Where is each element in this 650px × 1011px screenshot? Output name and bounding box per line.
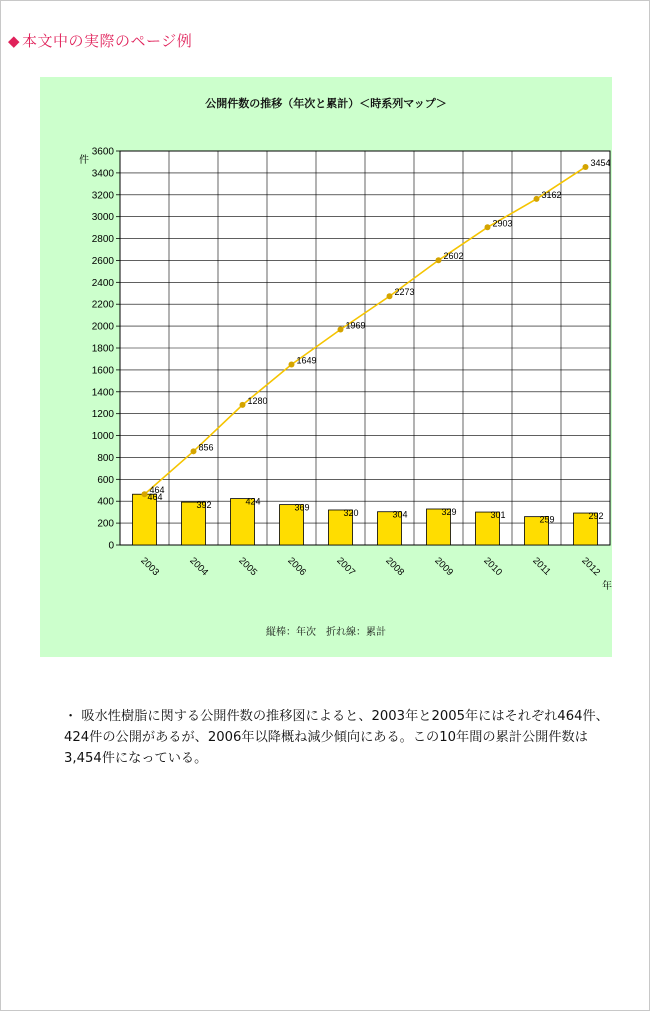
y-tick-label: 800	[97, 452, 114, 464]
line-data-label: 3162	[541, 189, 562, 200]
line-point	[583, 164, 589, 170]
heading-text: 本文中の実際のページ例	[22, 32, 193, 50]
bar-data-label: 464	[147, 492, 163, 503]
line-point	[485, 224, 491, 230]
line-data-label: 2273	[394, 287, 415, 298]
chart-title: 公開件数の推移（年次と累計）＜時系列マップ＞	[205, 97, 447, 110]
line-data-label: 2903	[492, 218, 513, 229]
y-tick-label: 2800	[91, 234, 114, 246]
y-tick-label: 600	[97, 474, 114, 486]
bar-data-label: 301	[490, 510, 506, 521]
x-axis-label: 年	[602, 581, 612, 592]
line-data-label: 1649	[296, 355, 317, 366]
bar-data-label: 329	[441, 506, 457, 517]
line-point	[240, 402, 246, 408]
x-tick-label: 2008	[383, 555, 407, 579]
diamond-icon: ◆	[8, 32, 21, 50]
line-data-label: 3454	[590, 157, 611, 168]
line-data-label: 2602	[443, 251, 464, 262]
y-axis-label: 件	[79, 155, 89, 166]
y-tick-label: 200	[97, 518, 114, 530]
y-tick-label: 400	[97, 496, 114, 508]
x-tick-label: 2005	[236, 555, 260, 579]
x-tick-label: 2006	[285, 555, 309, 579]
line-point	[387, 293, 393, 299]
bar-data-label: 292	[588, 511, 604, 522]
y-tick-label: 2600	[91, 255, 114, 267]
line-point	[534, 196, 540, 202]
y-tick-label: 1400	[91, 387, 114, 399]
x-tick-label: 2007	[334, 555, 358, 579]
line-data-label: 856	[198, 442, 214, 453]
y-tick-label: 2200	[91, 299, 114, 311]
bar-data-label: 392	[196, 500, 212, 511]
y-tick-label: 2400	[91, 277, 114, 289]
x-tick-label: 2010	[481, 555, 505, 579]
chart-svg	[60, 125, 612, 615]
y-tick-label: 3400	[91, 168, 114, 180]
x-tick-label: 2011	[530, 555, 553, 578]
x-tick-label: 2012	[579, 555, 603, 579]
y-tick-label: 3600	[91, 146, 114, 158]
bar-data-label: 424	[245, 496, 261, 507]
line-data-label: 1969	[345, 320, 366, 331]
line-point	[338, 327, 344, 333]
line-point	[142, 491, 148, 497]
bar-data-label: 369	[294, 502, 310, 513]
line-point	[289, 362, 295, 368]
y-tick-label: 1200	[91, 409, 114, 421]
chart-caption: 縦棒：年次 折れ線：累計	[266, 627, 386, 638]
y-tick-label: 1600	[91, 365, 114, 377]
body-paragraph: ・ 吸水性樹脂に関する公開件数の推移図によると、2003年と2005年にはそれぞれ464件、424件の公開があるが、2006年以降概ね減少傾向にある。この10年間の累計公開件数は3,454件になっている。	[64, 709, 609, 766]
bar-data-label: 320	[343, 507, 359, 518]
line-data-label: 1280	[247, 395, 268, 406]
bar-data-label: 304	[392, 509, 408, 520]
page-heading	[8, 30, 192, 51]
y-tick-label: 3200	[91, 190, 114, 202]
line-data-label: 464	[149, 485, 165, 496]
x-tick-label: 2009	[432, 555, 456, 579]
y-tick-label: 1000	[91, 431, 114, 443]
y-tick-label: 0	[108, 540, 114, 552]
bar-data-label: 259	[539, 514, 555, 525]
y-tick-label: 1800	[91, 343, 114, 355]
chart-panel	[40, 77, 612, 657]
line-point	[436, 257, 442, 263]
x-tick-label: 2004	[187, 555, 211, 579]
y-tick-label: 3000	[91, 212, 114, 224]
line-point	[191, 448, 197, 454]
x-tick-label: 2003	[138, 555, 162, 579]
y-tick-label: 2000	[91, 321, 114, 333]
